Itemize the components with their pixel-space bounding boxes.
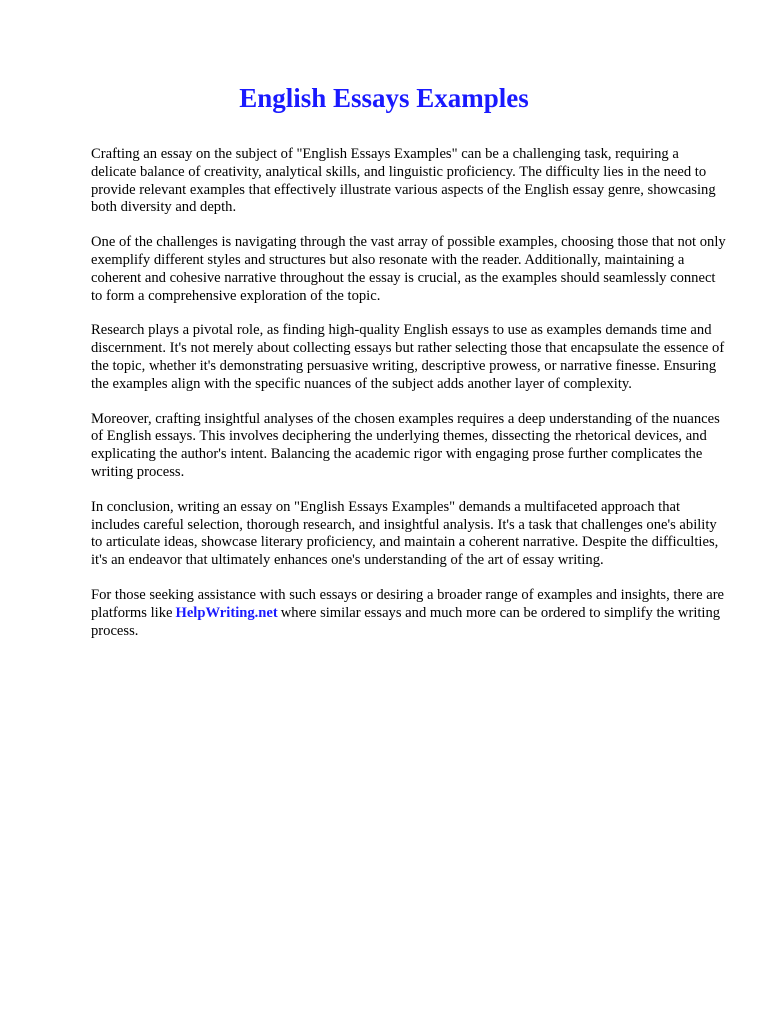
paragraph-6 bbox=[91, 587, 726, 640]
paragraph-1: Crafting an essay on the subject of "English Essays Examples" can be a challenging task, requiring a delicate balance of creativity, analytical skills, and linguistic proficiency. The difficulty lies in the need to provide relevant examples that effectively illustrate various aspects of the English essay genre, showcasing both diversity and depth. bbox=[91, 146, 716, 216]
paragraph-2: One of the challenges is navigating through the vast array of possible examples, choosing those that not only exemplify different styles and structures but also resonate with the reader. Additionally, maintaining a coherent and cohesive narrative throughout the essay is crucial, as the examples should seamlessly connect to form a comprehensive exploration of the topic. bbox=[91, 234, 726, 304]
paragraph-4: Moreover, crafting insightful analyses of the chosen examples requires a deep understanding of the nuances of English essays. This involves deciphering the underlying themes, dissecting the rhetorical devices, and explicating the author's intent. Balancing the academic rigor with engaging prose further complicates the writing process. bbox=[91, 410, 720, 480]
paragraph-5: In conclusion, writing an essay on "English Essays Examples" demands a multifaceted approach that includes careful selection, thorough research, and insightful analysis. It's a task that challenges one's ability to articulate ideas, showcase literary proficiency, and maintain a coherent narrative. Despite the difficulties, it's an endeavor that ultimately enhances one's understanding of the art of essay writing. bbox=[91, 498, 719, 569]
paragraph-6-text-after-link: where similar essays and much more can be ordered to simplify the writing process. bbox=[91, 604, 721, 639]
document-title: English Essays Examples bbox=[239, 83, 529, 113]
helpwriting-link[interactable]: HelpWriting.net bbox=[175, 604, 278, 621]
paragraph-6-text-before-link: For those seeking assistance with such essays or desiring a broader range of examples and insights, there are platforms like bbox=[91, 586, 725, 621]
paragraph-3: Research plays a pivotal role, as finding high-quality English essays to use as examples demands time and discernment. It's not merely about collecting essays but rather selecting those that encapsulate the essence of the topic, whether it's demonstrating persuasive writing, descriptive prowess, or narrative finesse. Ensuring the examples align with the specific nuances of the subject adds another layer of complexity. bbox=[91, 322, 725, 392]
